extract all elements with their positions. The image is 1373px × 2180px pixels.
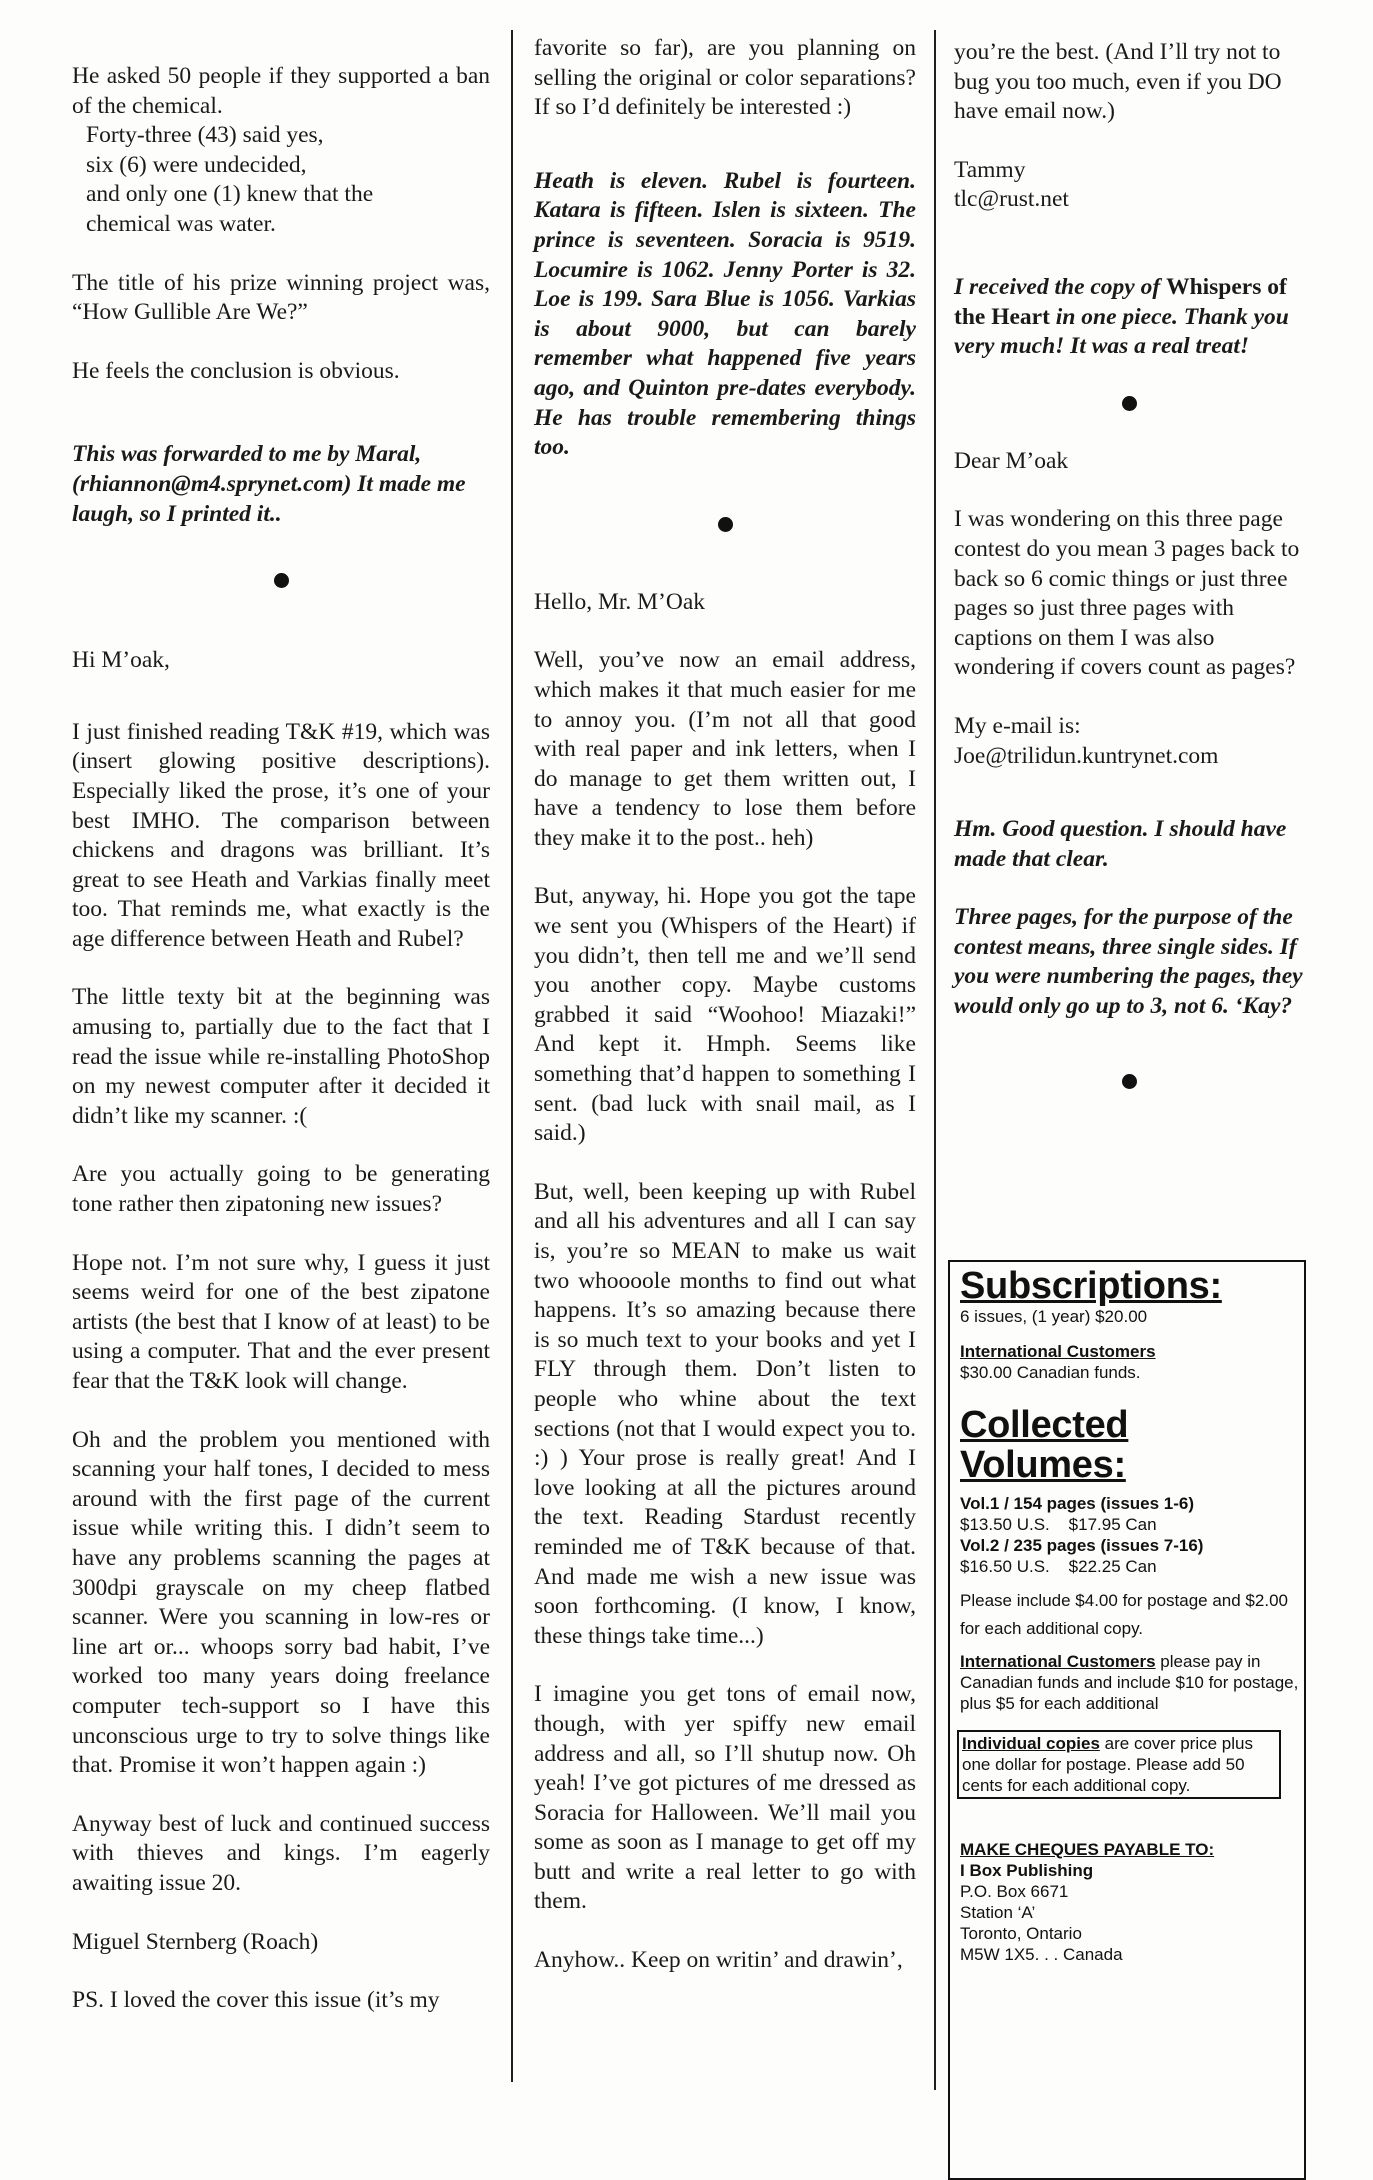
international-note xyxy=(960,1651,1304,1714)
editor-reply-3 xyxy=(954,273,1304,362)
letter-2-signature: Miguel Sternberg (Roach) xyxy=(72,1928,319,1955)
address-line: Station ‘A’ xyxy=(960,1903,1036,1922)
letter-3-para: But, anyway, hi. Hope you got the tape we sent you (Whispers of the Heart) if you didn’t, then tell me and we’ll send you another copy. Maybe customs grabbed it said “Woohoo! Miazaki!” And kept it. Hmph. Seems like something that’d happen to something I sent. (bad luck with snail mail, as I said.) xyxy=(534,883,916,1147)
address-line: P.O. Box 6671 xyxy=(960,1882,1069,1901)
letter-3-greeting: Hello, Mr. M’Oak xyxy=(534,588,706,615)
letter-4-greeting: Dear M’oak xyxy=(954,447,1069,474)
editor-reply-4b: Three pages, for the purpose of the contest means, three single sides. If you were numbering the pages, they would only go up to 3, not 6. ‘Kay? xyxy=(954,904,1303,1020)
list-item: and only one (1) knew that the xyxy=(86,181,374,208)
letter-2-para: Hope not. I’m not sure why, I guess it just seems weird for one of the best zipatone artists (the best that I know of at least) to be using a computer. That and the ever present fear that the T&K look will change. xyxy=(72,1249,490,1394)
letter-3-para: But, well, been keeping up with Rubel and all his adventures and all I can say is, you’re so MEAN to make us wait two whoooole months to find out what happens. It’s so amazing because there is so much text to your books and yet I FLY through them. Don’t listen to people who whine about the text sections (not that I would expect you to. :) ) Your prose is really great! And I love looking at all the pictures around the text. Reading Stardust recently reminded me of T&K because of that. And made me wish a new issue was soon forthcoming. (I know, I know, these things take time...) xyxy=(534,1178,916,1649)
letter-3-continued: you’re the best. (And I’ll try not to bug you too much, even if you DO have email now.) xyxy=(954,39,1282,125)
letter-2-para: Are you actually going to be generating tone rather then zipatoning new issues? xyxy=(72,1161,490,1218)
individual-copies-text: are cover price plus one dollar for postage. Please add 50 cents for each additional copy. xyxy=(962,1734,1253,1795)
subscriptions-heading: Subscriptions: xyxy=(960,1265,1222,1307)
letter-3-para: Well, you’ve now an email address, which makes it that much easier for me to annoy you. (I’m not all that good with real paper and ink letters, when I do manage to get them written out, I have a tendency to lose them before they make it to the post.. heh) xyxy=(534,647,916,851)
collected-volumes-heading: Collected Volumes: xyxy=(960,1404,1129,1486)
cheques-heading: MAKE CHEQUES PAYABLE TO: xyxy=(960,1840,1215,1859)
column-2 xyxy=(534,34,916,2005)
subscription-price: 6 issues, (1 year) $20.00 xyxy=(960,1307,1148,1326)
address-line: Toronto, Ontario xyxy=(960,1924,1082,1943)
letter-2-para: I just finished reading T&K #19, which was (insert glowing positive descriptions). Especially liked the prose, it’s one of your best IMHO. The comparison between chickens and dragons was brilliant. It’s great to see Heath and Varkias finally meet too. That reminds me, what exactly is the age difference between Heath and Rubel? xyxy=(72,718,490,952)
individual-copies-label: Individual copies xyxy=(962,1734,1100,1753)
editor-reply-1: This was forwarded to me by Maral, (rhiannon@m4.sprynet.com) It made me laugh, so I printed it.. xyxy=(72,441,466,527)
list-item: Forty-three (43) said yes, xyxy=(86,122,324,149)
letter-4-email-label: My e-mail is: xyxy=(954,712,1081,739)
letter-4-email: Joe@trilidun.kuntrynet.com xyxy=(954,742,1219,769)
vol2-title: Vol.2 / 235 pages (issues 7-16) xyxy=(960,1536,1204,1555)
separator-bullet xyxy=(1122,396,1137,411)
column-rule-left xyxy=(511,30,513,2082)
letter-4-para: I was wondering on this three page contest do you mean 3 pages back to back so 6 comic things or just three pages so just three pages with captions on them I was also wondering if covers count as pages? xyxy=(954,506,1300,681)
column-rule-right xyxy=(934,30,936,2090)
international-note-text: please pay in Canadian funds and include $10 for postage, plus $5 for each additional xyxy=(960,1652,1299,1713)
separator-bullet xyxy=(718,517,733,532)
letter-2-para: Oh and the problem you mentioned with scanning your half tones, I decided to mess around with the first page of the current issue while writing this. I didn’t seem to have any problems scanning the pages at 300dpi grayscale on my cheep flatbed scanner. Were you scanning in low-res or line art or... whoops sorry bad habit, I’ve worked too many years doing freelance computer tech-support so I have this unconscious urge to try to solve things like that. Promise it won’t happen again :) xyxy=(72,1426,490,1779)
signature-name: Tammy xyxy=(954,156,1026,183)
letter-4-email-block xyxy=(954,712,1304,771)
international-price: $30.00 Canadian funds. xyxy=(960,1363,1141,1382)
column-1 xyxy=(72,34,490,2045)
letter-2-greeting: Hi M’oak, xyxy=(72,647,170,674)
postage-note: Please include $4.00 for postage and $2.00 for each additional copy. xyxy=(960,1591,1288,1638)
signature-email: tlc@rust.net xyxy=(954,186,1069,213)
vol2-price: $16.50 U.S. $22.25 Can xyxy=(960,1557,1157,1576)
letter-1-conclusion: He feels the conclusion is obvious. xyxy=(72,357,400,384)
international-label: International Customers xyxy=(960,1342,1156,1361)
letter-2-continued: favorite so far), are you planning on selling the original or color separations? If so I’d definitely be interested :) xyxy=(534,35,916,121)
address-line: I Box Publishing xyxy=(960,1861,1094,1880)
international-label-2: International Customers xyxy=(960,1652,1156,1671)
reply-3-title: Whispers of the Heart xyxy=(954,273,1287,330)
letter-1-list xyxy=(86,121,490,239)
vol1-price: $13.50 U.S. $17.95 Can xyxy=(960,1515,1157,1534)
letter-3-closing: Anyhow.. Keep on writin’ and drawin’, xyxy=(534,1947,903,1974)
subscription-box xyxy=(948,1260,1306,2180)
letter-2-para: Anyway best of luck and continued success with thieves and kings. I’m eagerly awaiting issue 20. xyxy=(72,1810,490,1896)
letter-3-signature xyxy=(954,156,1304,215)
reply-3-text-b: in one piece. Thank you very much! It was a real treat! xyxy=(954,303,1289,360)
vol1-title: Vol.1 / 154 pages (issues 1-6) xyxy=(960,1494,1195,1513)
separator-bullet xyxy=(274,573,289,588)
editor-reply-4a: Hm. Good question. I should have made that clear. xyxy=(954,816,1287,872)
editor-reply-2: Heath is eleven. Rubel is fourteen. Katara is fifteen. Islen is sixteen. The prince is seventeen. Soracia is 9519. Locumire is 1062. Jenny Porter is 32. Loe is 199. Sara Blue is 1056. Varkias is about 9000, but can barely remember what happened five years ago, and Quinton pre-dates everybody. He has trouble remembering things too. xyxy=(534,167,916,461)
list-item: six (6) were undecided, xyxy=(86,151,307,178)
letter-1-intro: He asked 50 people if they supported a ban of the chemical. xyxy=(72,63,490,119)
column-3 xyxy=(954,38,1304,1089)
reply-3-text-a: I received the copy of xyxy=(954,273,1167,300)
letter-2-para: The little texty bit at the beginning was amusing to, partially due to the fact that I read the issue while re-installing PhotoShop on my newest computer after it decided it didn’t like my scanner. :( xyxy=(72,984,490,1129)
letter-3-para: I imagine you get tons of email now, though, with yer spiffy new email address and all, so I’ll shutup now. Oh yeah! I’ve got pictures of me dressed as Soracia for Halloween. We’ll mail you some as soon as I manage to get off my butt and write a real letter to go with them. xyxy=(534,1681,916,1915)
individual-copies-box xyxy=(957,1730,1281,1799)
address-line: M5W 1X5. . . Canada xyxy=(960,1945,1123,1964)
list-item: chemical was water. xyxy=(86,210,276,237)
separator-bullet xyxy=(1122,1074,1137,1089)
letter-2-ps: PS. I loved the cover this issue (it’s my xyxy=(72,1987,440,2014)
letter-1-title-para: The title of his prize winning project was, “How Gullible Are We?” xyxy=(72,269,490,326)
